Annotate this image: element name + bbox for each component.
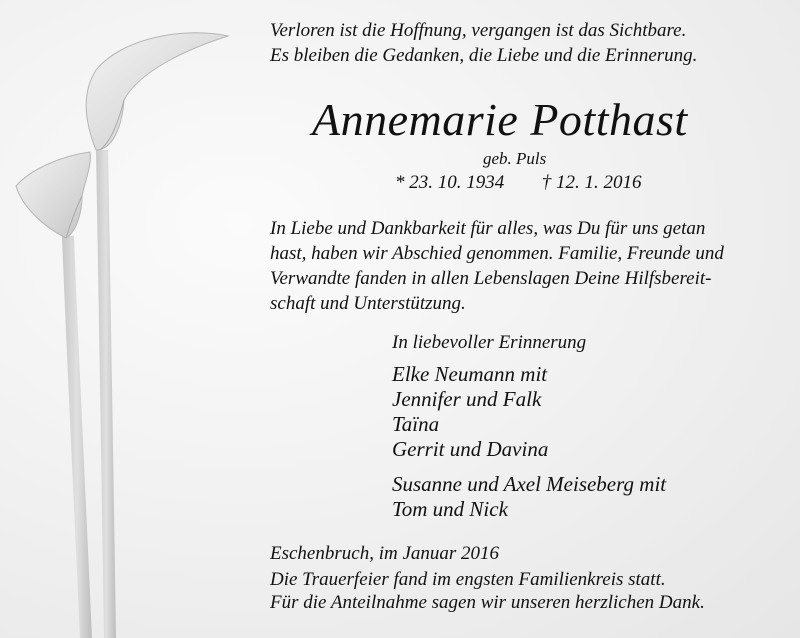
closing-line: Für die Anteilnahme sagen wir unseren herzlichen Dank. bbox=[270, 592, 705, 613]
motto-line-1: Verloren ist die Hoffnung, vergangen ist das Sichtbare. bbox=[270, 20, 687, 41]
death-symbol: † bbox=[541, 172, 552, 193]
mourner-name: Elke Neumann mit bbox=[392, 362, 548, 386]
motto-line-2: Es bleiben die Gedanken, die Liebe und die Erinnerung. bbox=[270, 45, 698, 66]
remembrance-heading: In liebevoller Erinnerung bbox=[392, 332, 587, 353]
mourners-group-2 bbox=[392, 472, 666, 522]
closing-line: Die Trauerfeier fand im engsten Familienkreis statt. bbox=[270, 569, 666, 590]
message-line: hast, haben wir Abschied genommen. Familie, Freunde und bbox=[270, 243, 724, 264]
mourner-name: Susanne und Axel Meiseberg mit bbox=[392, 472, 667, 496]
mourners-group-1 bbox=[392, 362, 548, 462]
mourner-name: Taïna bbox=[392, 412, 440, 436]
calla-lily-icon bbox=[0, 0, 260, 638]
message-line: In Liebe und Dankbarkeit für alles, was Du für uns getan bbox=[270, 218, 706, 239]
mourner-name: Jennifer und Falk bbox=[392, 387, 542, 411]
message-line: schaft und Unterstützung. bbox=[270, 293, 466, 314]
maiden-name: geb. Puls bbox=[483, 149, 547, 168]
mourner-name: Gerrit und Davina bbox=[392, 437, 549, 461]
farewell-message bbox=[270, 216, 724, 316]
closing-note bbox=[270, 568, 705, 614]
place-and-date: Eschenbruch, im Januar 2016 bbox=[270, 543, 500, 564]
mourner-name: Tom und Nick bbox=[392, 497, 508, 521]
birth-date: 23. 10. 1934 bbox=[409, 172, 505, 193]
deceased-name: Annemarie Potthast bbox=[312, 94, 688, 145]
birth-symbol: * bbox=[395, 172, 405, 193]
message-line: Verwandte fanden in allen Lebenslagen Deine Hilfsbereit- bbox=[270, 268, 712, 289]
death-date: 12. 1. 2016 bbox=[556, 172, 642, 193]
life-dates bbox=[395, 171, 642, 195]
motto-text bbox=[270, 18, 697, 68]
